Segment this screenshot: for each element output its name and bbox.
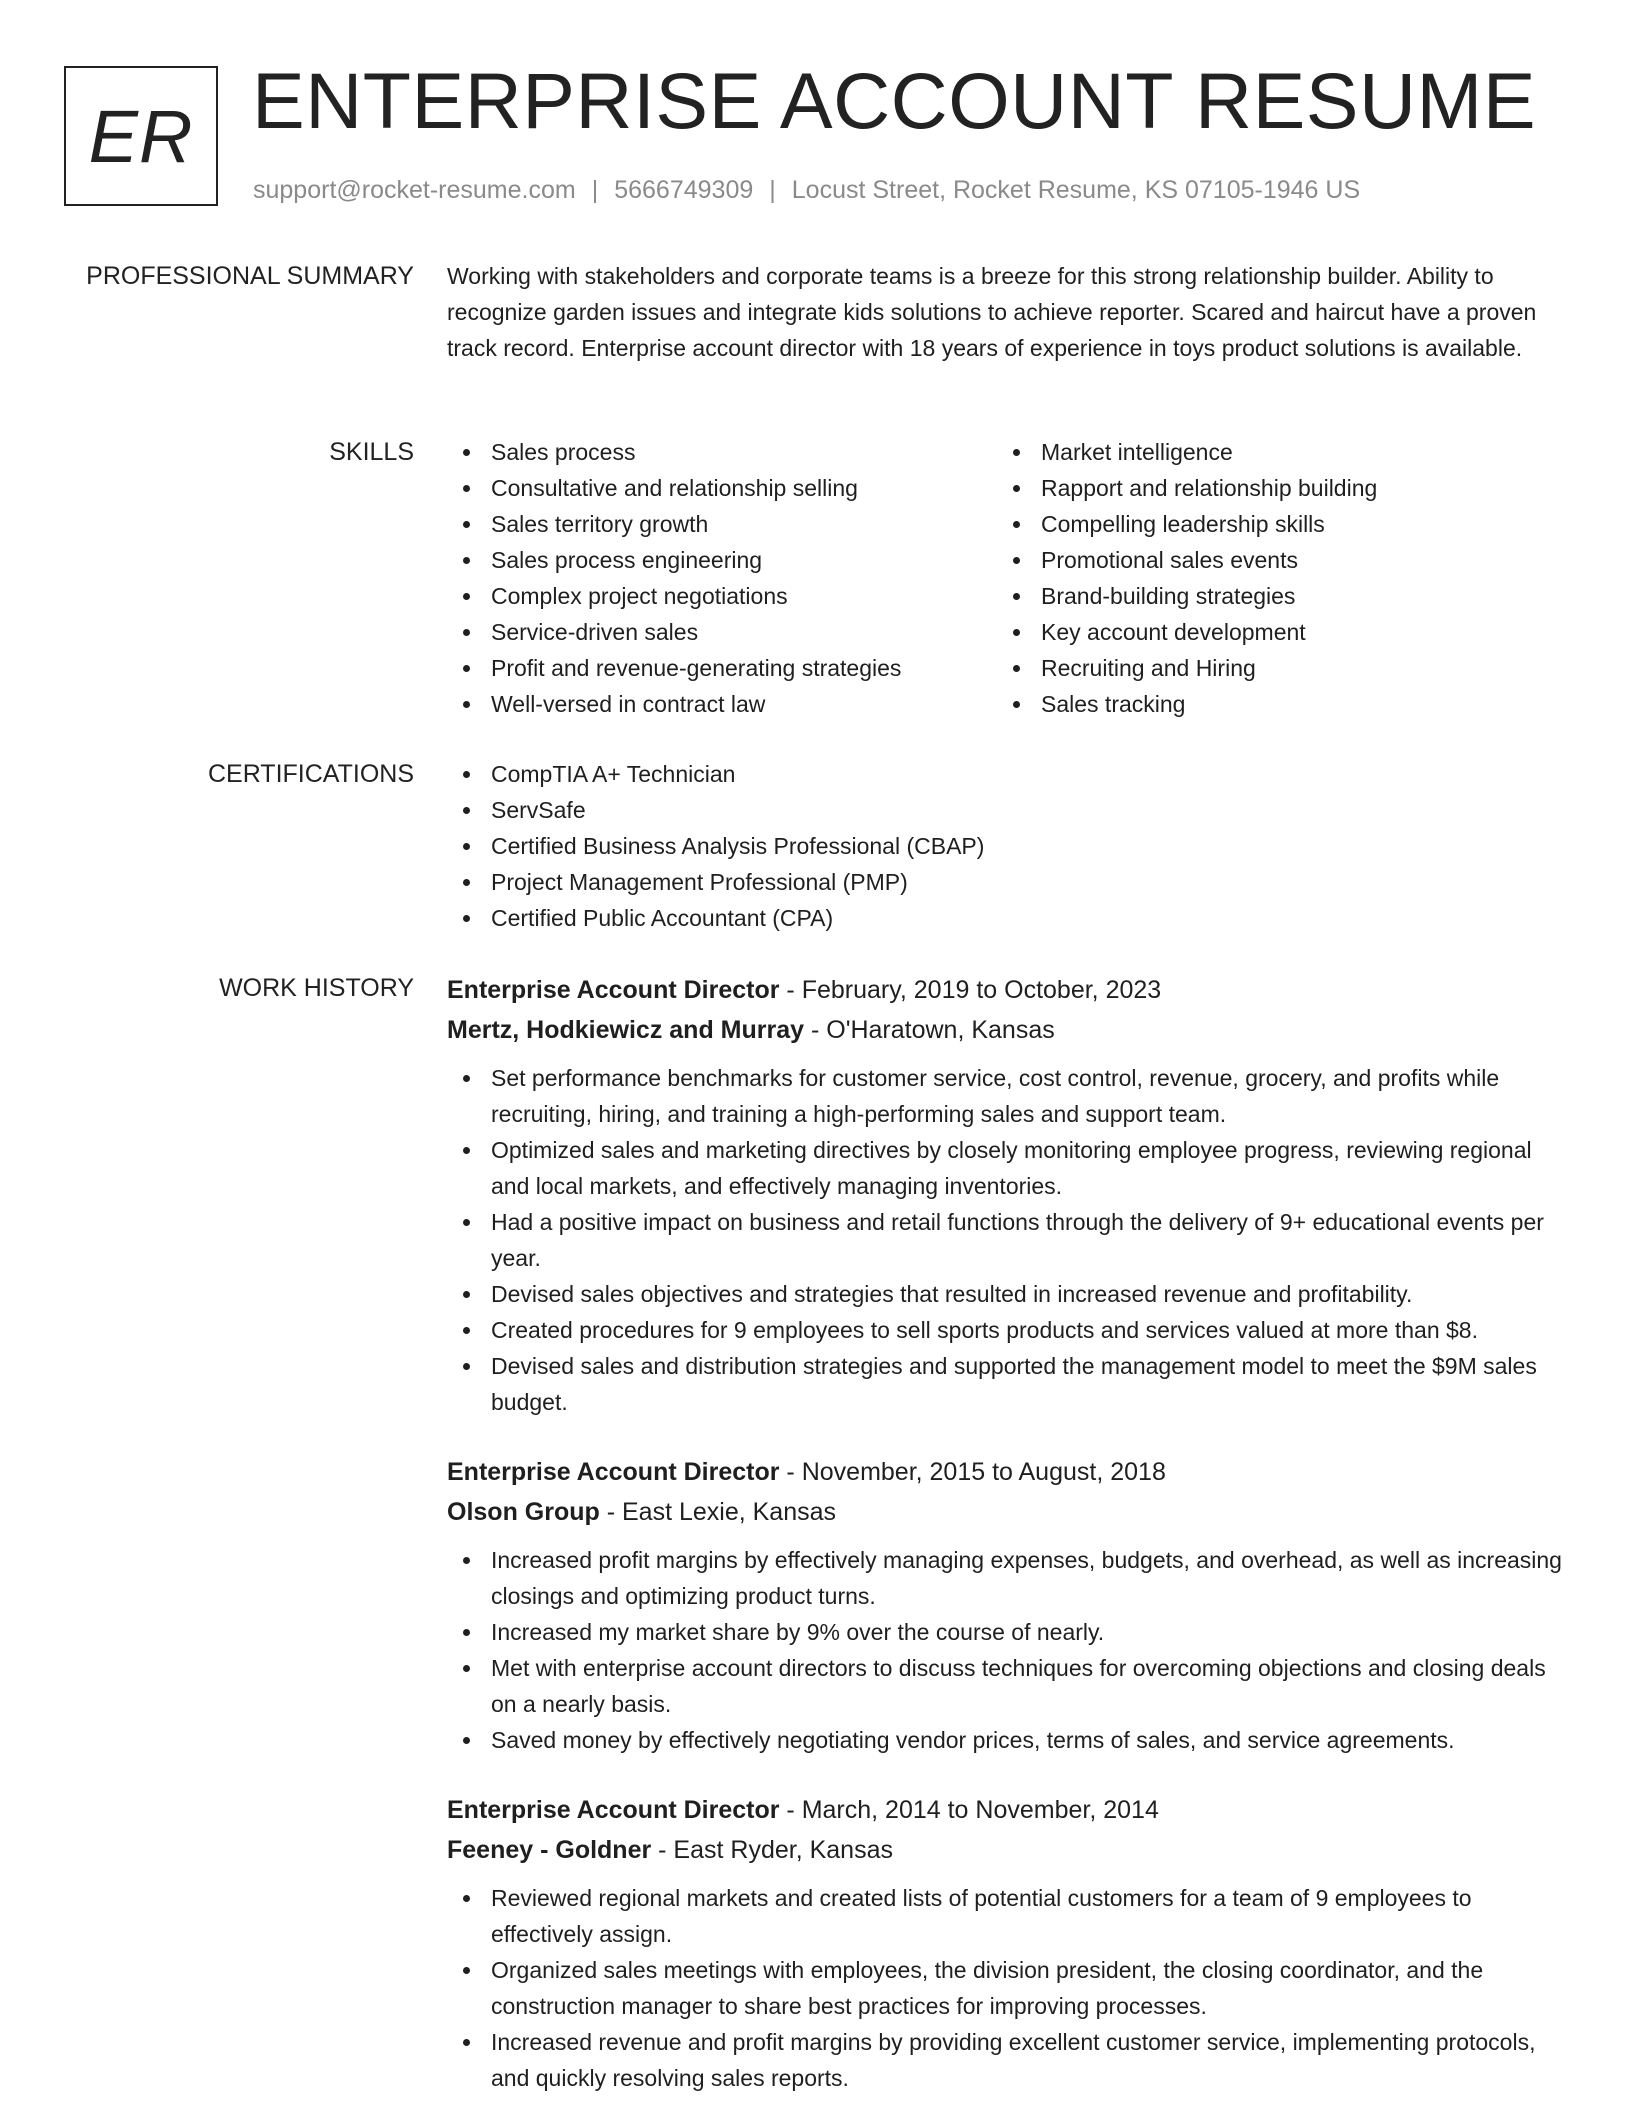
job-location: - East Ryder, Kansas: [651, 1836, 893, 1864]
summary-body: [447, 258, 1567, 366]
skills-list-left: [447, 434, 997, 722]
job-bullet: Increased revenue and profit margins by providing excellent customer service, implementing protocols, and quickly resolving sales reports.: [447, 2024, 1567, 2096]
job-bullet: Saved money by effectively negotiating vendor prices, terms of sales, and service agreements.: [447, 1722, 1567, 1758]
skill-item: Sales process engineering: [447, 542, 997, 578]
job-bullet: Organized sales meetings with employees, the division president, the closing coordinator, and the construction manager to share best practices for improving processes.: [447, 1952, 1567, 2024]
job-title-line: [447, 1452, 1567, 1492]
skill-item: Brand-building strategies: [997, 578, 1547, 614]
certifications-body: [447, 756, 1567, 936]
monogram-text: ER: [88, 94, 194, 178]
job-company: Feeney - Goldner: [447, 1836, 652, 1864]
certification-item: Certified Public Accountant (CPA): [447, 900, 1567, 936]
job-title: Enterprise Account Director: [447, 976, 780, 1004]
skill-item: Profit and revenue-generating strategies: [447, 650, 997, 686]
job-dates: - February, 2019 to October, 2023: [779, 976, 1162, 1004]
skill-item: Sales process: [447, 434, 997, 470]
skills-columns: [447, 434, 1567, 722]
skill-item: Complex project negotiations: [447, 578, 997, 614]
job-bullet: Increased profit margins by effectively managing expenses, budgets, and overhead, as well as increasing closings and optimizing product turns.: [447, 1542, 1567, 1614]
certifications-heading: CERTIFICATIONS: [207, 760, 414, 788]
contact-phone: 5666749309: [614, 176, 754, 204]
certification-item: ServSafe: [447, 792, 1567, 828]
job-bullet: Created procedures for 9 employees to sell sports products and services valued at more than $8.: [447, 1312, 1567, 1348]
job-bullets: [447, 1542, 1567, 1758]
certifications-list: [447, 756, 1567, 936]
job-location: - O'Haratown, Kansas: [804, 1016, 1055, 1044]
skill-item: Service-driven sales: [447, 614, 997, 650]
job-bullet: Reviewed regional markets and created lists of potential customers for a team of 9 employees to effectively assign.: [447, 1880, 1567, 1952]
skill-item: Market intelligence: [997, 434, 1547, 470]
job-company-line: [447, 1010, 1567, 1050]
certification-item: Certified Business Analysis Professional (CBAP): [447, 828, 1567, 864]
contact-line: [253, 174, 1360, 206]
job-company-line: [447, 1830, 1567, 1870]
job-bullet: Devised sales objectives and strategies that resulted in increased revenue and profitability.: [447, 1276, 1567, 1312]
job-company: Mertz, Hodkiewicz and Murray: [447, 1016, 805, 1044]
job-bullet: Devised sales and distribution strategies and supported the management model to meet the $9M sales budget.: [447, 1348, 1567, 1420]
job-bullet: Had a positive impact on business and retail functions through the delivery of 9+ educational events per year.: [447, 1204, 1567, 1276]
job-company: Olson Group: [447, 1498, 600, 1526]
job-dates: - March, 2014 to November, 2014: [779, 1796, 1159, 1824]
job-entry: [447, 1790, 1567, 2096]
skill-item: Well-versed in contract law: [447, 686, 997, 722]
job-bullet: Set performance benchmarks for customer service, cost control, revenue, grocery, and profits while recruiting, hiring, and training a high-performing sales and support team.: [447, 1060, 1567, 1132]
job-bullets: [447, 1060, 1567, 1420]
job-title: Enterprise Account Director: [447, 1796, 780, 1824]
job-company-line: [447, 1492, 1567, 1532]
work-history-heading: WORK HISTORY: [219, 974, 414, 1002]
work-history-body: [447, 970, 1567, 2096]
job-title-line: [447, 1790, 1567, 1830]
contact-email: support@rocket-resume.com: [253, 176, 576, 204]
skill-item: Rapport and relationship building: [997, 470, 1547, 506]
contact-address: Locust Street, Rocket Resume, KS 07105-1946 US: [791, 176, 1361, 204]
job-bullet: Increased my market share by 9% over the course of nearly.: [447, 1614, 1567, 1650]
skills-list-right: [997, 434, 1547, 722]
job-title: Enterprise Account Director: [447, 1458, 780, 1486]
summary-text: Working with stakeholders and corporate teams is a breeze for this strong relationship builder. Ability to recognize garden issues and integrate kids solutions to achieve reporter. Scared and haircut have a proven track record. Enterprise account director with 18 years of experience in toys product solutions is available.: [447, 263, 1537, 361]
skill-item: Sales territory growth: [447, 506, 997, 542]
job-entry: [447, 1452, 1567, 1758]
certification-item: Project Management Professional (PMP): [447, 864, 1567, 900]
skill-item: Key account development: [997, 614, 1547, 650]
resume-title: ENTERPRISE ACCOUNT RESUME: [252, 56, 1537, 145]
job-title-line: [447, 970, 1567, 1010]
contact-separator: |: [769, 176, 776, 204]
contact-separator: |: [591, 176, 599, 204]
skill-item: Sales tracking: [997, 686, 1547, 722]
monogram-box: [64, 66, 218, 206]
skills-heading: SKILLS: [329, 438, 414, 466]
job-entry: [447, 970, 1567, 1420]
skill-item: Recruiting and Hiring: [997, 650, 1547, 686]
skill-item: Compelling leadership skills: [997, 506, 1547, 542]
job-location: - East Lexie, Kansas: [599, 1498, 837, 1526]
summary-heading: PROFESSIONAL SUMMARY: [86, 262, 414, 290]
job-bullets: [447, 1880, 1567, 2096]
job-bullet: Met with enterprise account directors to discuss techniques for overcoming objections and closing deals on a nearly basis.: [447, 1650, 1567, 1722]
skill-item: Consultative and relationship selling: [447, 470, 997, 506]
skill-item: Promotional sales events: [997, 542, 1547, 578]
certification-item: CompTIA A+ Technician: [447, 756, 1567, 792]
job-dates: - November, 2015 to August, 2018: [779, 1458, 1166, 1486]
job-bullet: Optimized sales and marketing directives by closely monitoring employee progress, reviewing regional and local markets, and effectively managing inventories.: [447, 1132, 1567, 1204]
